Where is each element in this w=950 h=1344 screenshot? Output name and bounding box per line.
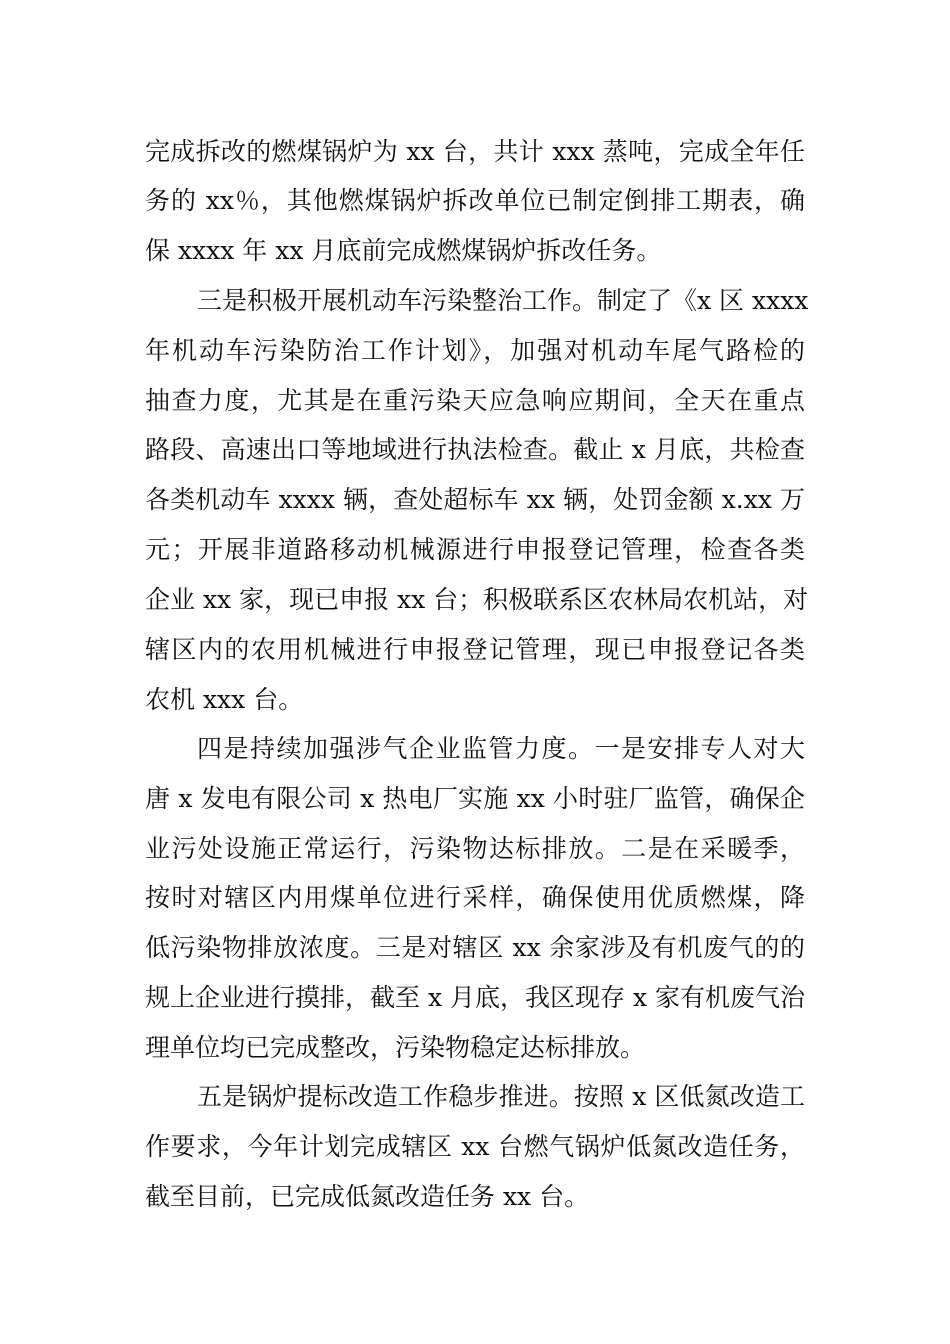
text-line: 规上企业进行摸排，截至 x 月底，我区现存 x 家有机废气治 [145,983,805,1012]
paragraph-start-line: 四是持续加强涉气企业监管力度。一是安排专人对大 [197,734,805,763]
text-line: 业污处设施正常运行，污染物达标排放。二是在采暖季， [145,834,805,863]
text-line: 元；开展非道路移动机械源进行申报登记管理，检查各类 [145,535,805,564]
text-line: 唐 x 发电有限公司 x 热电厂实施 xx 小时驻厂监管，确保企 [145,784,805,813]
text-line: 各类机动车 xxxx 辆，查处超标车 xx 辆，处罚金额 x.xx 万 [145,485,805,514]
text-line: 辖区内的农用机械进行申报登记管理，现已申报登记各类 [145,635,805,664]
text-line: 务的 xx％，其他燃煤锅炉拆改单位已制定倒排工期表，确 [145,186,805,215]
text-line: 完成拆改的燃煤锅炉为 xx 台，共计 xxx 蒸吨，完成全年任 [145,137,805,166]
text-line: 企业 xx 家，现已申报 xx 台；积极联系区农林局农机站，对 [145,585,809,614]
text-line: 保 xxxx 年 xx 月底前完成燃煤锅炉拆改任务。 [145,236,662,265]
text-line: 截至目前，已完成低氮改造任务 xx 台。 [145,1182,590,1211]
text-line: 路段、高速出口等地域进行执法检查。截止 x 月底，共检查 [145,435,805,464]
paragraph-start-line: 三是积极开展机动车污染整治工作。制定了《x 区 xxxx [197,286,809,315]
text-line: 理单位均已完成整改，污染物稳定达标排放。 [145,1033,646,1062]
text-line: 年机动车污染防治工作计划》，加强对机动车尾气路检的 [145,336,805,365]
text-line: 按时对辖区内用煤单位进行采样，确保使用优质燃煤，降 [145,883,805,912]
paragraph-start-line: 五是锅炉提标改造工作稳步推进。按照 x 区低氮改造工 [197,1082,805,1111]
text-line: 作要求，今年计划完成辖区 xx 台燃气锅炉低氮改造任务， [145,1132,805,1161]
text-line: 低污染物排放浓度。三是对辖区 xx 余家涉及有机废气的的 [145,933,805,962]
text-line: 抽查力度，尤其是在重污染天应急响应期间，全天在重点 [145,386,805,415]
text-line: 农机 xxx 台。 [145,685,304,714]
